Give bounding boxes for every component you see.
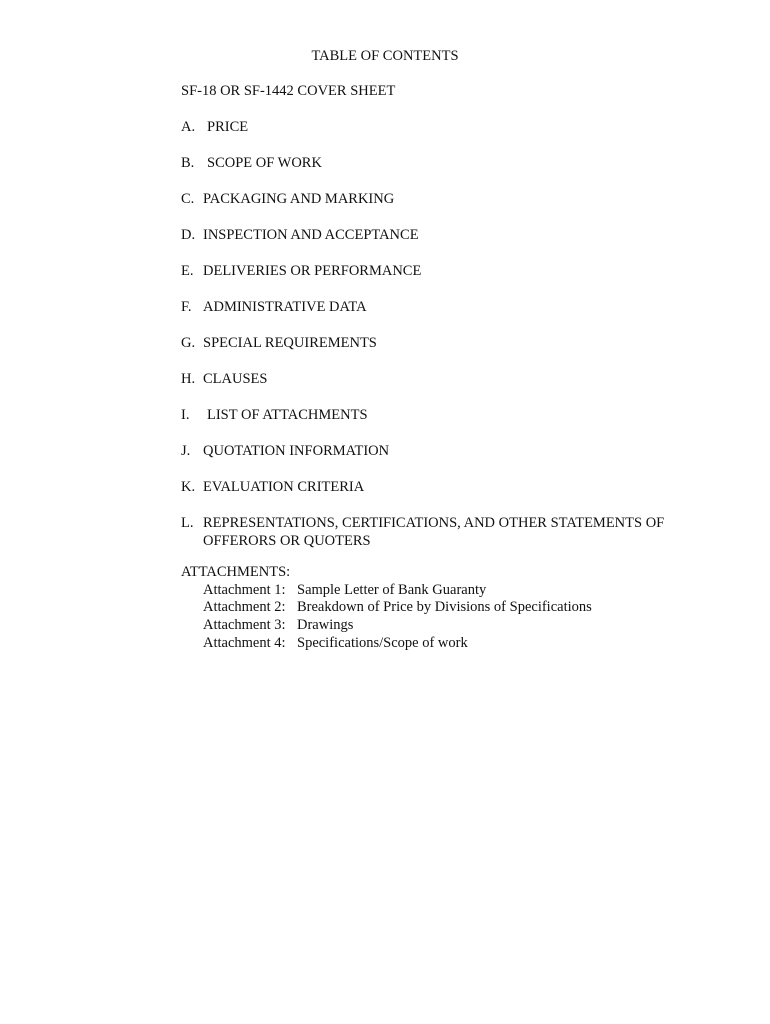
toc-item-text: SCOPE OF WORK xyxy=(207,155,322,171)
toc-item-cover-sheet xyxy=(181,82,721,100)
attachment-label: Attachment 4: xyxy=(203,634,286,651)
toc-item-letter: F. xyxy=(181,299,192,315)
toc-item-b xyxy=(181,154,721,172)
attachments-heading: ATTACHMENTS: xyxy=(181,564,291,580)
attachment-label: Attachment 3: xyxy=(203,617,286,634)
page-title: TABLE OF CONTENTS xyxy=(311,48,459,64)
toc-item-letter: K. xyxy=(181,479,196,495)
attachment-text: Specifications/Scope of work xyxy=(297,634,468,651)
toc-item-text: PACKAGING AND MARKING xyxy=(203,191,395,207)
toc-item-g xyxy=(181,334,721,352)
toc-item-text: DELIVERIES OR PERFORMANCE xyxy=(203,263,422,279)
toc-item-text: CLAUSES xyxy=(203,371,268,387)
toc-item-f xyxy=(181,298,721,316)
attachment-row xyxy=(181,635,592,653)
toc-item-letter: E. xyxy=(181,263,194,279)
toc-item-h xyxy=(181,370,721,388)
attachment-label: Attachment 1: xyxy=(203,581,286,598)
attachment-row xyxy=(181,582,592,600)
toc-item-e xyxy=(181,262,721,280)
attachment-row xyxy=(181,617,592,635)
toc-item-text: REPRESENTATIONS, CERTIFICATIONS, AND OTHER STATEMENTS OF OFFERORS OR QUOTERS xyxy=(203,515,665,549)
toc-item-letter: H. xyxy=(181,371,196,387)
attachment-row xyxy=(181,599,592,617)
toc-item-d xyxy=(181,226,721,244)
toc-item-letter: G. xyxy=(181,335,196,351)
toc-item-letter: L. xyxy=(181,515,194,531)
toc-item-text: SF-18 OR SF-1442 COVER SHEET xyxy=(181,83,396,99)
toc-item-text: INSPECTION AND ACCEPTANCE xyxy=(203,227,419,243)
toc-item-letter: J. xyxy=(181,443,191,459)
attachment-label: Attachment 2: xyxy=(203,599,286,616)
toc-item-text: EVALUATION CRITERIA xyxy=(203,479,365,495)
toc-list xyxy=(181,82,721,568)
attachment-text: Drawings xyxy=(297,617,354,634)
toc-item-c xyxy=(181,190,721,208)
toc-item-l xyxy=(181,514,721,550)
toc-item-k xyxy=(181,478,721,496)
toc-item-j xyxy=(181,442,721,460)
toc-item-a xyxy=(181,118,721,136)
toc-item-letter: A. xyxy=(181,119,196,135)
attachment-text: Breakdown of Price by Divisions of Specifications xyxy=(297,599,592,616)
attachment-text: Sample Letter of Bank Guaranty xyxy=(297,581,487,598)
toc-item-text: QUOTATION INFORMATION xyxy=(203,443,390,459)
toc-item-letter: I. xyxy=(181,407,190,423)
toc-item-i xyxy=(181,406,721,424)
attachments-section xyxy=(181,564,592,653)
toc-item-text: PRICE xyxy=(207,119,249,135)
toc-item-letter: C. xyxy=(181,191,195,207)
toc-item-letter: B. xyxy=(181,155,195,171)
toc-item-text: ADMINISTRATIVE DATA xyxy=(203,299,367,315)
toc-item-text: LIST OF ATTACHMENTS xyxy=(207,407,368,423)
toc-item-text: SPECIAL REQUIREMENTS xyxy=(203,335,377,351)
toc-item-letter: D. xyxy=(181,227,196,243)
